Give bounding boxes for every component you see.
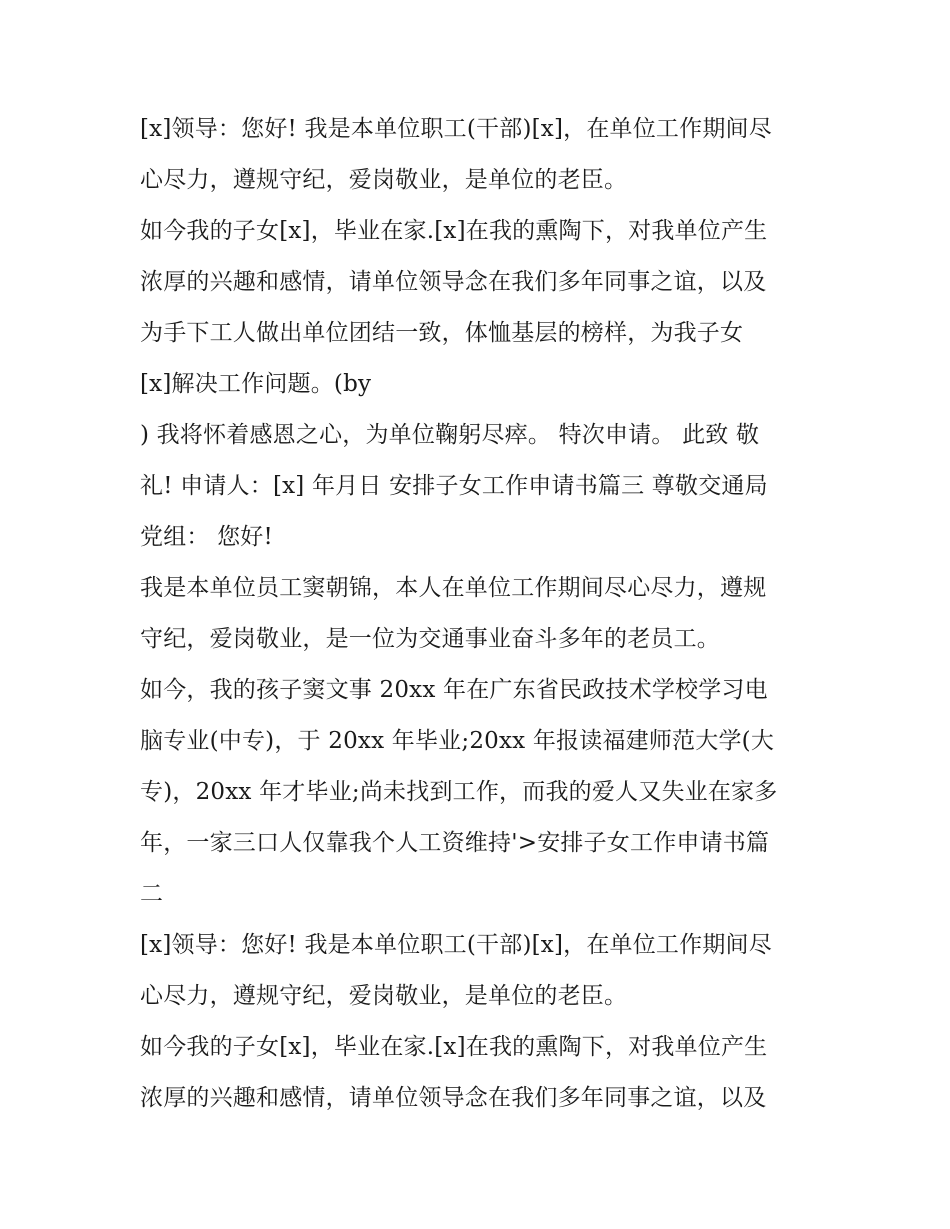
text-line: 如今，我的孩子窦文事 20xx 年在广东省民政技术学校学习电 [140,677,768,703]
text-line: 心尽力，遵规守纪，爱岗敬业，是单位的老臣。 [140,167,628,193]
text-line: [x]解决工作问题。(by [140,371,372,397]
text-line: 脑专业(中专)，于 20xx 年毕业;20xx 年报读福建师范大学(大 [140,728,775,754]
text-line: 我是本单位员工窦朝锦，本人在单位工作期间尽心尽力，遵规 [140,575,767,601]
text-line: 为手下工人做出单位团结一致，体恤基层的榜样，为我子女 [140,320,744,346]
text-line: 礼! 申请人：[x] 年月日 安排子女工作申请书篇三 尊敬交通局 [140,473,768,499]
text-line: 浓厚的兴趣和感情，请单位领导念在我们多年同事之谊，以及 [140,1085,767,1111]
text-line: 心尽力，遵规守纪，爱岗敬业，是单位的老臣。 [140,983,628,1009]
text-line: 党组： 您好! [140,524,273,550]
text-line: [x]领导：您好! 我是本单位职工(干部)[x]，在单位工作期间尽 [140,932,772,958]
text-line: 如今我的子女[x]，毕业在家.[x]在我的熏陶下，对我单位产生 [140,1034,768,1060]
text-line: [x]领导：您好! 我是本单位职工(干部)[x]，在单位工作期间尽 [140,116,772,142]
text-line: 守纪，爱岗敬业，是一位为交通事业奋斗多年的老员工。 [140,626,720,652]
text-line: 专)，20xx 年才毕业;尚未找到工作，而我的爱人又失业在家多 [140,779,778,805]
text-line: 年，一家三口人仅靠我个人工资维持'>安排子女工作申请书篇 [140,830,770,856]
text-line: 浓厚的兴趣和感情，请单位领导念在我们多年同事之谊，以及 [140,269,767,295]
document-body [140,104,820,1124]
text-line: 二 [140,881,164,907]
text-line: 如今我的子女[x]，毕业在家.[x]在我的熏陶下，对我单位产生 [140,218,768,244]
text-line: ) 我将怀着感恩之心，为单位鞠躬尽瘁。 特次申请。 此致 敬 [140,422,760,448]
